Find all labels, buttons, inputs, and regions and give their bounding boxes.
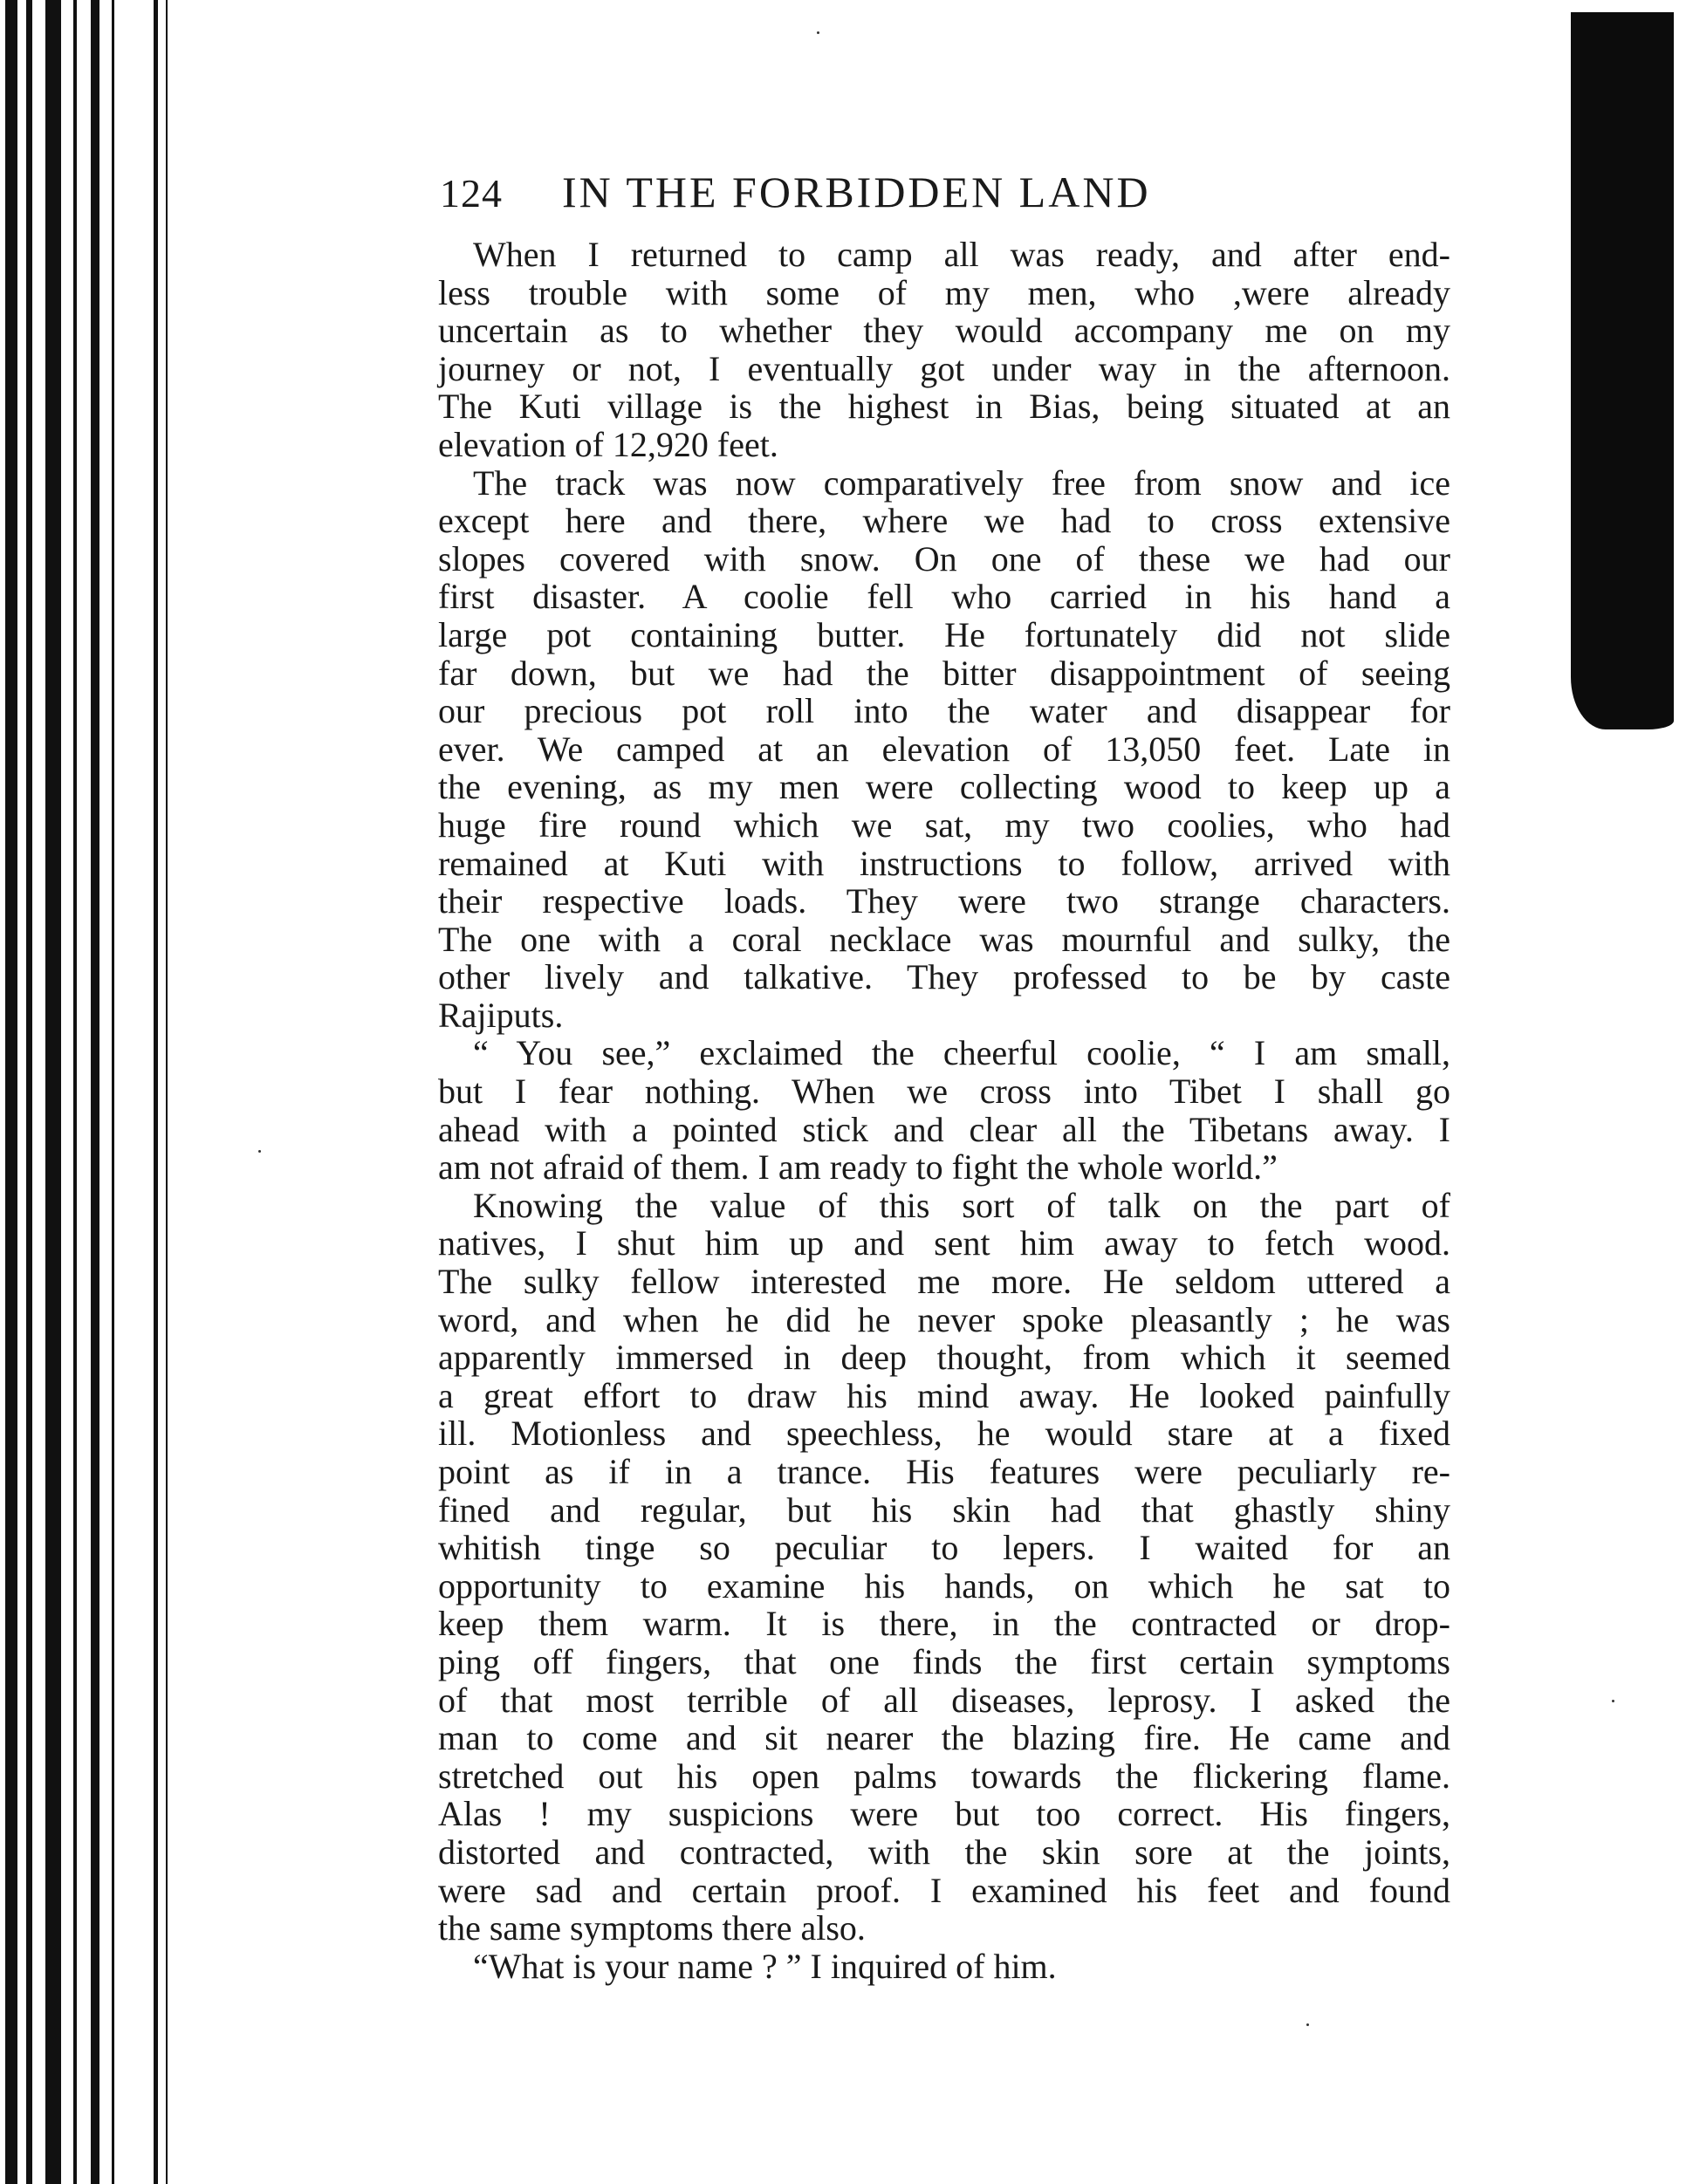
text-line: stretched out his open palms towards the flickering flame. xyxy=(438,1756,1450,1796)
text-line: When I returned to camp all was ready, and after end- xyxy=(473,235,1450,274)
text-line: opportunity to examine his hands, on which he sat to xyxy=(438,1565,1450,1605)
text-line: the evening, as my men were collecting wood to keep up a xyxy=(438,767,1450,807)
paragraph xyxy=(438,464,1450,1035)
text-line: our precious pot roll into the water and disappear for xyxy=(438,691,1450,731)
text-line: man to come and sit nearer the blazing fire. He came and xyxy=(438,1718,1450,1758)
text-line: natives, I shut him up and sent him away to fetch wood. xyxy=(438,1223,1450,1263)
text-line: less trouble with some of my men, who ,were already xyxy=(438,272,1450,312)
text-line: The Kuti village is the highest in Bias, being situated at an xyxy=(438,387,1450,427)
text-line: ill. Motionless and speechless, he would stare at a fixed xyxy=(438,1414,1450,1454)
scanned-binding-edge xyxy=(0,0,175,2184)
paragraph xyxy=(438,236,1450,464)
running-title: IN THE FORBIDDEN LAND xyxy=(562,168,1151,216)
text-line: word, and when he did he never spoke pleasantly ; he was xyxy=(438,1299,1450,1339)
text-line: Alas ! my suspicions were but too correct. His fingers, xyxy=(438,1794,1450,1834)
text-line: remained at Kuti with instructions to follow, arrived with xyxy=(438,843,1450,883)
paragraph xyxy=(438,1948,1450,1986)
text-line: but I fear nothing. When we cross into Tibet I shall go xyxy=(438,1071,1450,1112)
scan-speck xyxy=(1306,2023,1309,2026)
text-line: “What is your name ? ” I inquired of him. xyxy=(473,1946,1057,1986)
text-line: The sulky fellow interested me more. He seldom uttered a xyxy=(438,1262,1450,1302)
page-header xyxy=(440,161,1452,223)
text-line: apparently immersed in deep thought, from which it seemed xyxy=(438,1338,1450,1378)
scan-speck xyxy=(258,1150,261,1153)
body-text xyxy=(438,236,1450,1985)
text-line: fined and regular, but his skin had that ghastly shiny xyxy=(438,1489,1450,1530)
text-line: a great effort to draw his mind away. He looked painfully xyxy=(438,1375,1450,1415)
text-line: journey or not, I eventually got under way in the afternoon. xyxy=(438,348,1450,388)
paragraph xyxy=(438,1034,1450,1186)
text-line: other lively and talkative. They professed to be by caste xyxy=(438,957,1450,997)
text-line: distorted and contracted, with the skin sore at the joints, xyxy=(438,1831,1450,1872)
text-line: ping off fingers, that one finds the first certain symptoms xyxy=(438,1641,1450,1681)
text-line: huge fire round which we sat, my two coolies, who had xyxy=(438,804,1450,845)
text-line: far down, but we had the bitter disappointment of seeing xyxy=(438,653,1450,693)
text-line: The one with a coral necklace was mournful and sulky, the xyxy=(438,919,1450,959)
text-line: uncertain as to whether they would accompany me on my xyxy=(438,311,1450,351)
text-line: their respective loads. They were two strange characters. xyxy=(438,881,1450,921)
text-line: except here and there, where we had to cross extensive xyxy=(438,501,1450,541)
text-line: of that most terrible of all diseases, leprosy. I asked the xyxy=(438,1680,1450,1720)
text-line: keep them warm. It is there, in the contracted or drop- xyxy=(438,1604,1450,1644)
scan-speck xyxy=(1612,1700,1614,1702)
text-line: point as if in a trance. His features were peculiarly re- xyxy=(438,1452,1450,1491)
paragraph xyxy=(438,1187,1450,1948)
page-number: 124 xyxy=(440,171,503,216)
text-line: were sad and certain proof. I examined his feet and found xyxy=(438,1870,1450,1910)
text-line: large pot containing butter. He fortunately did not slide xyxy=(438,614,1450,654)
text-line: “ You see,” exclaimed the cheerful coolie, “ I am small, xyxy=(473,1033,1450,1073)
text-line: ever. We camped at an elevation of 13,050 feet. Late in xyxy=(438,729,1450,769)
text-line: slopes covered with snow. On one of these we had our xyxy=(438,538,1450,579)
text-line: elevation of 12,920 feet. xyxy=(438,424,778,464)
text-line: The track was now comparatively free from snow and ice xyxy=(473,462,1450,503)
scan-speck xyxy=(817,31,819,34)
text-line: Rajiputs. xyxy=(438,995,564,1035)
scanned-ink-blot xyxy=(1571,12,1674,729)
text-line: first disaster. A coolie fell who carried in his hand a xyxy=(438,577,1450,617)
text-line: whitish tinge so peculiar to lepers. I waited for an xyxy=(438,1528,1450,1568)
text-line: am not afraid of them. I am ready to fight the whole world.” xyxy=(438,1147,1278,1188)
text-line: the same symptoms there also. xyxy=(438,1908,866,1948)
text-line: ahead with a pointed stick and clear all the Tibetans away. I xyxy=(438,1109,1450,1149)
text-line: Knowing the value of this sort of talk on the part of xyxy=(473,1185,1450,1225)
